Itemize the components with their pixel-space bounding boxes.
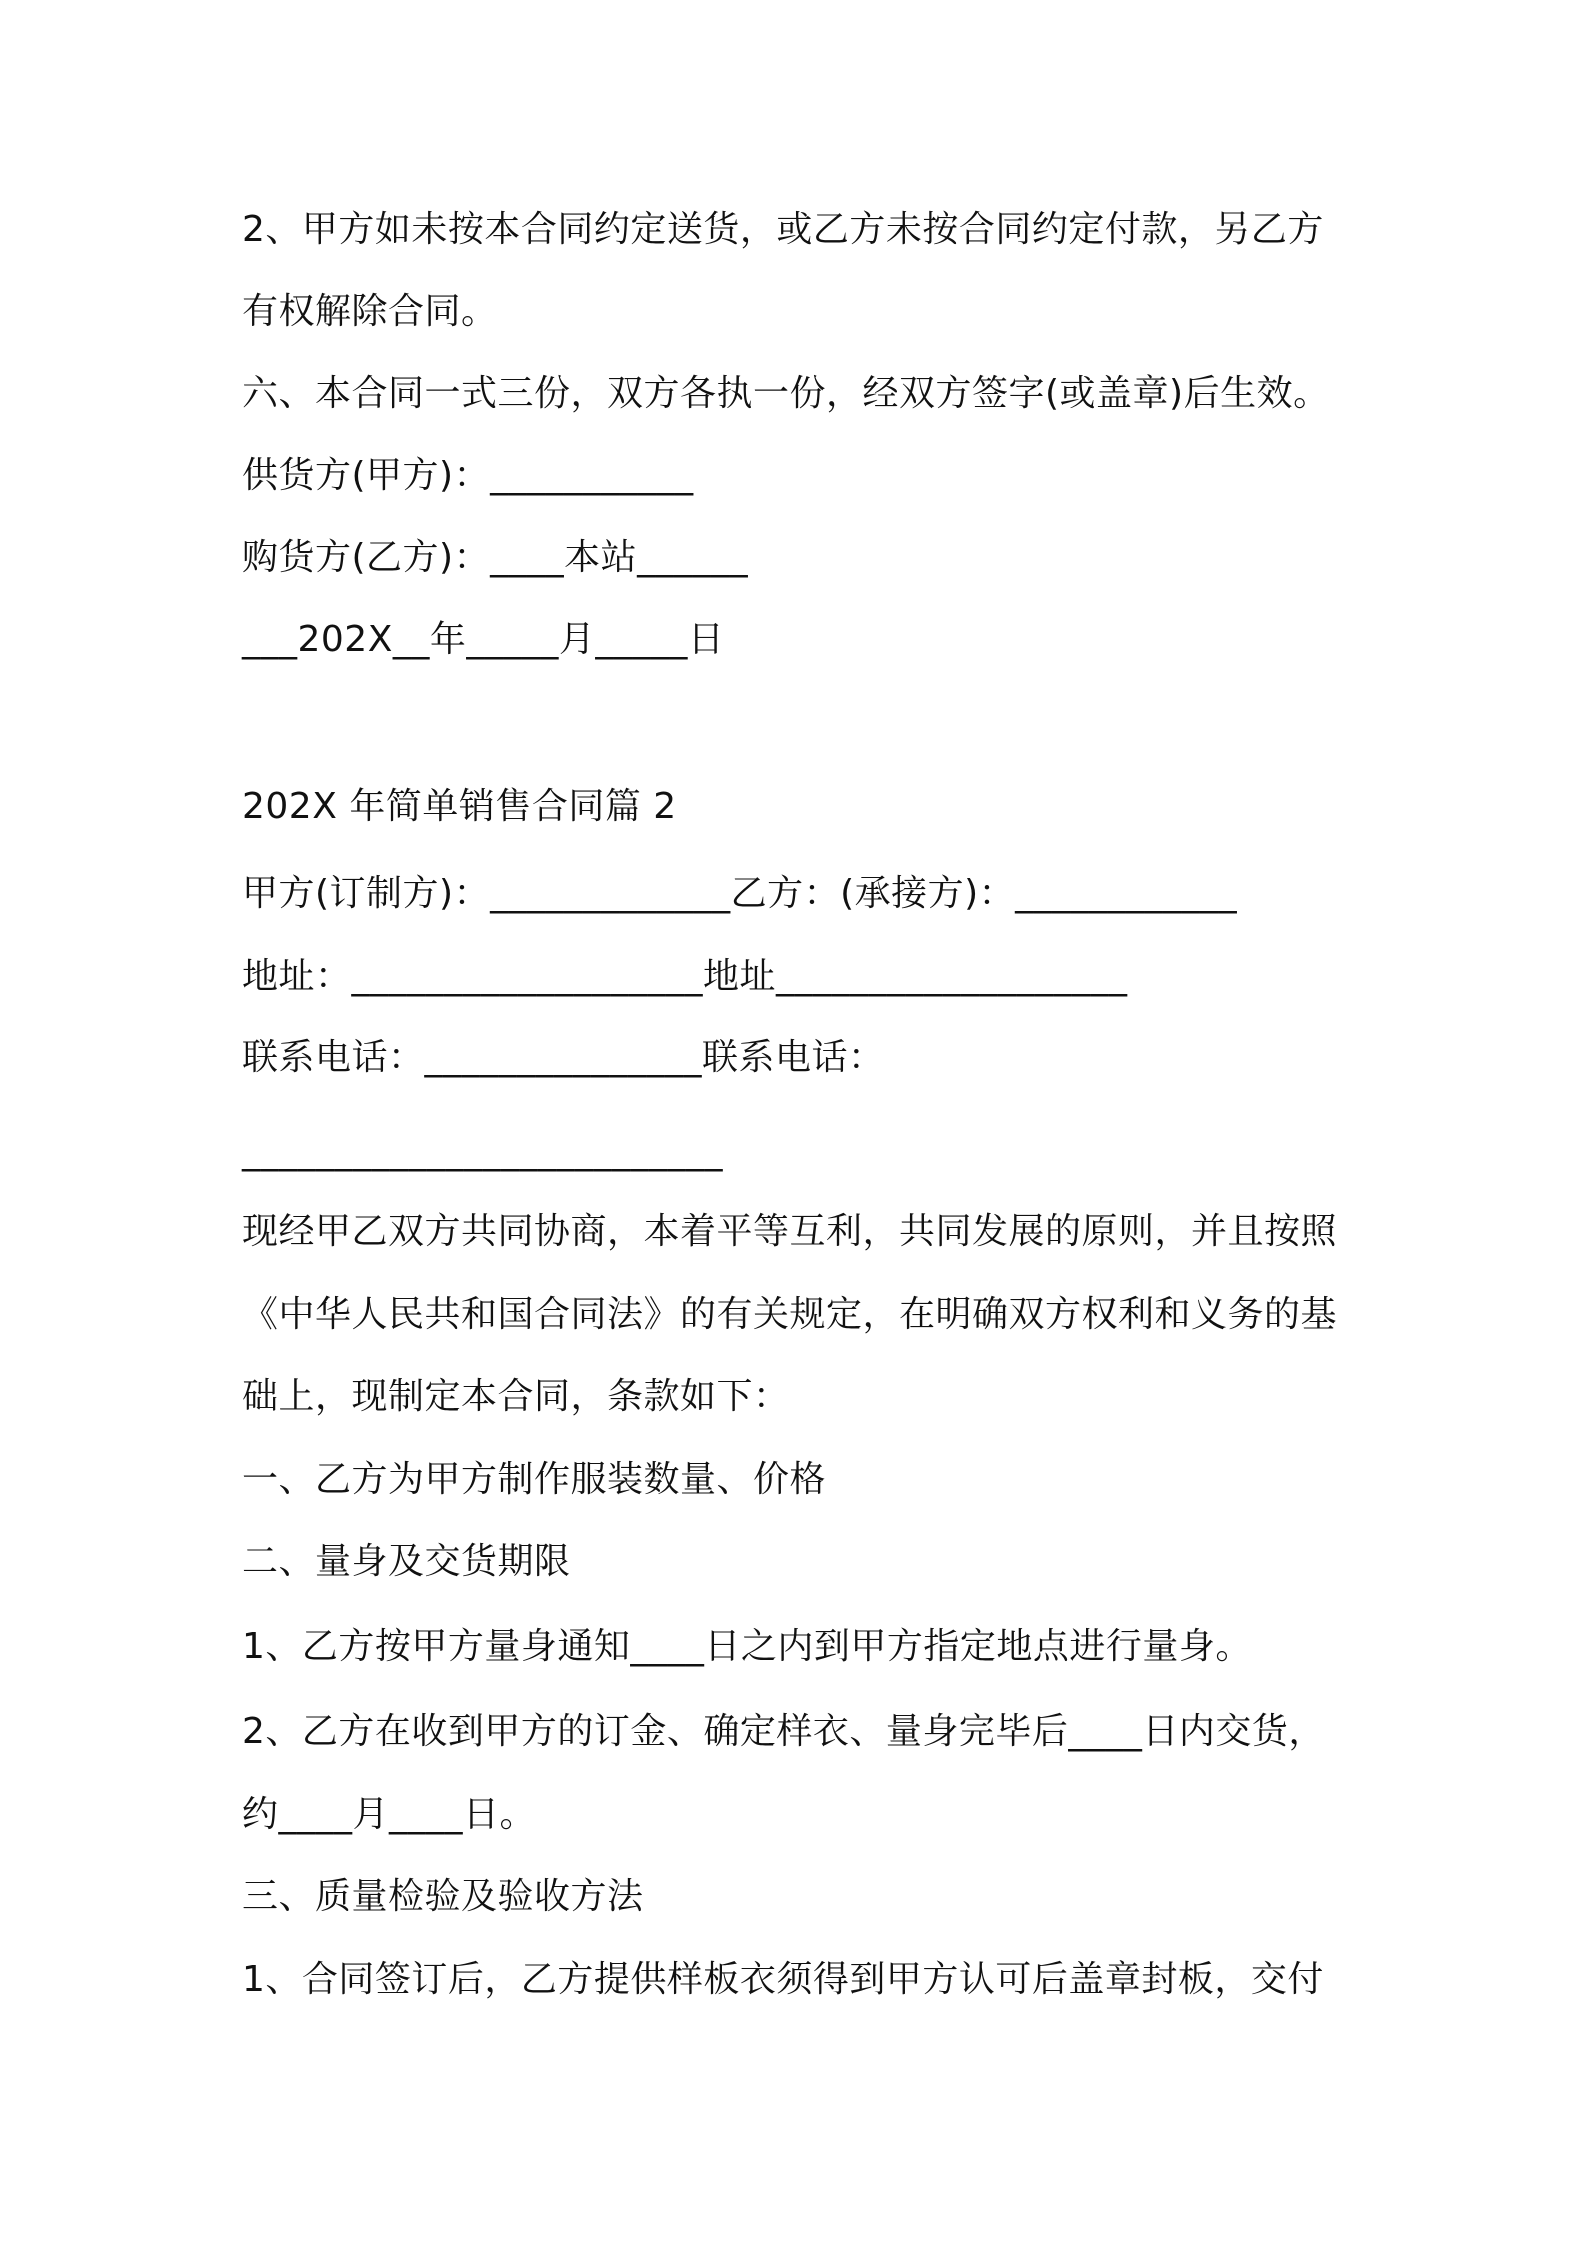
clause-heading: 一、乙方为甲方制作服装数量、价格 bbox=[242, 1459, 827, 1500]
paragraph-line: 约____月____日。 bbox=[242, 1794, 537, 1835]
paragraph-line: 1、合同签订后，乙方提供样板衣须得到甲方认可后盖章封板，交付 bbox=[242, 1959, 1324, 2000]
paragraph-line: 《中华人民共和国合同法》的有关规定，在明确双方权利和义务的基 bbox=[242, 1294, 1338, 1335]
party-line: 甲方(订制方)：_____________乙方：(承接方)：____________ bbox=[242, 873, 1238, 914]
paragraph-line: 现经甲乙双方共同协商，本着平等互利，共同发展的原则，并且按照 bbox=[242, 1211, 1338, 1252]
clause-heading: 二、量身及交货期限 bbox=[242, 1541, 571, 1582]
paragraph-line: 1、乙方按甲方量身通知____日之内到甲方指定地点进行量身。 bbox=[242, 1626, 1252, 1667]
supplier-signature-line: 供货方(甲方)：___________ bbox=[242, 455, 694, 496]
blank-line: __________________________ bbox=[242, 1131, 723, 1172]
section-title: 202X 年简单销售合同篇 2 bbox=[242, 786, 677, 827]
paragraph-line: 2、乙方在收到甲方的订金、确定样衣、量身完毕后____日内交货， bbox=[242, 1711, 1325, 1752]
date-line: ___202X__年_____月_____日 bbox=[242, 619, 725, 660]
paragraph-line: 有权解除合同。 bbox=[242, 291, 498, 332]
clause-heading: 三、质量检验及验收方法 bbox=[242, 1876, 644, 1917]
buyer-signature-line: 购货方(乙方)：____本站______ bbox=[242, 537, 749, 578]
paragraph-line: 础上，现制定本合同，条款如下： bbox=[242, 1376, 790, 1417]
address-line: 地址：___________________地址___________________ bbox=[242, 956, 1128, 997]
phone-line: 联系电话：_______________联系电话： bbox=[242, 1037, 885, 1078]
paragraph-line: 六、本合同一式三份，双方各执一份，经双方签字(或盖章)后生效。 bbox=[242, 373, 1330, 414]
paragraph-line: 2、甲方如未按本合同约定送货，或乙方未按合同约定付款，另乙方 bbox=[242, 209, 1324, 250]
